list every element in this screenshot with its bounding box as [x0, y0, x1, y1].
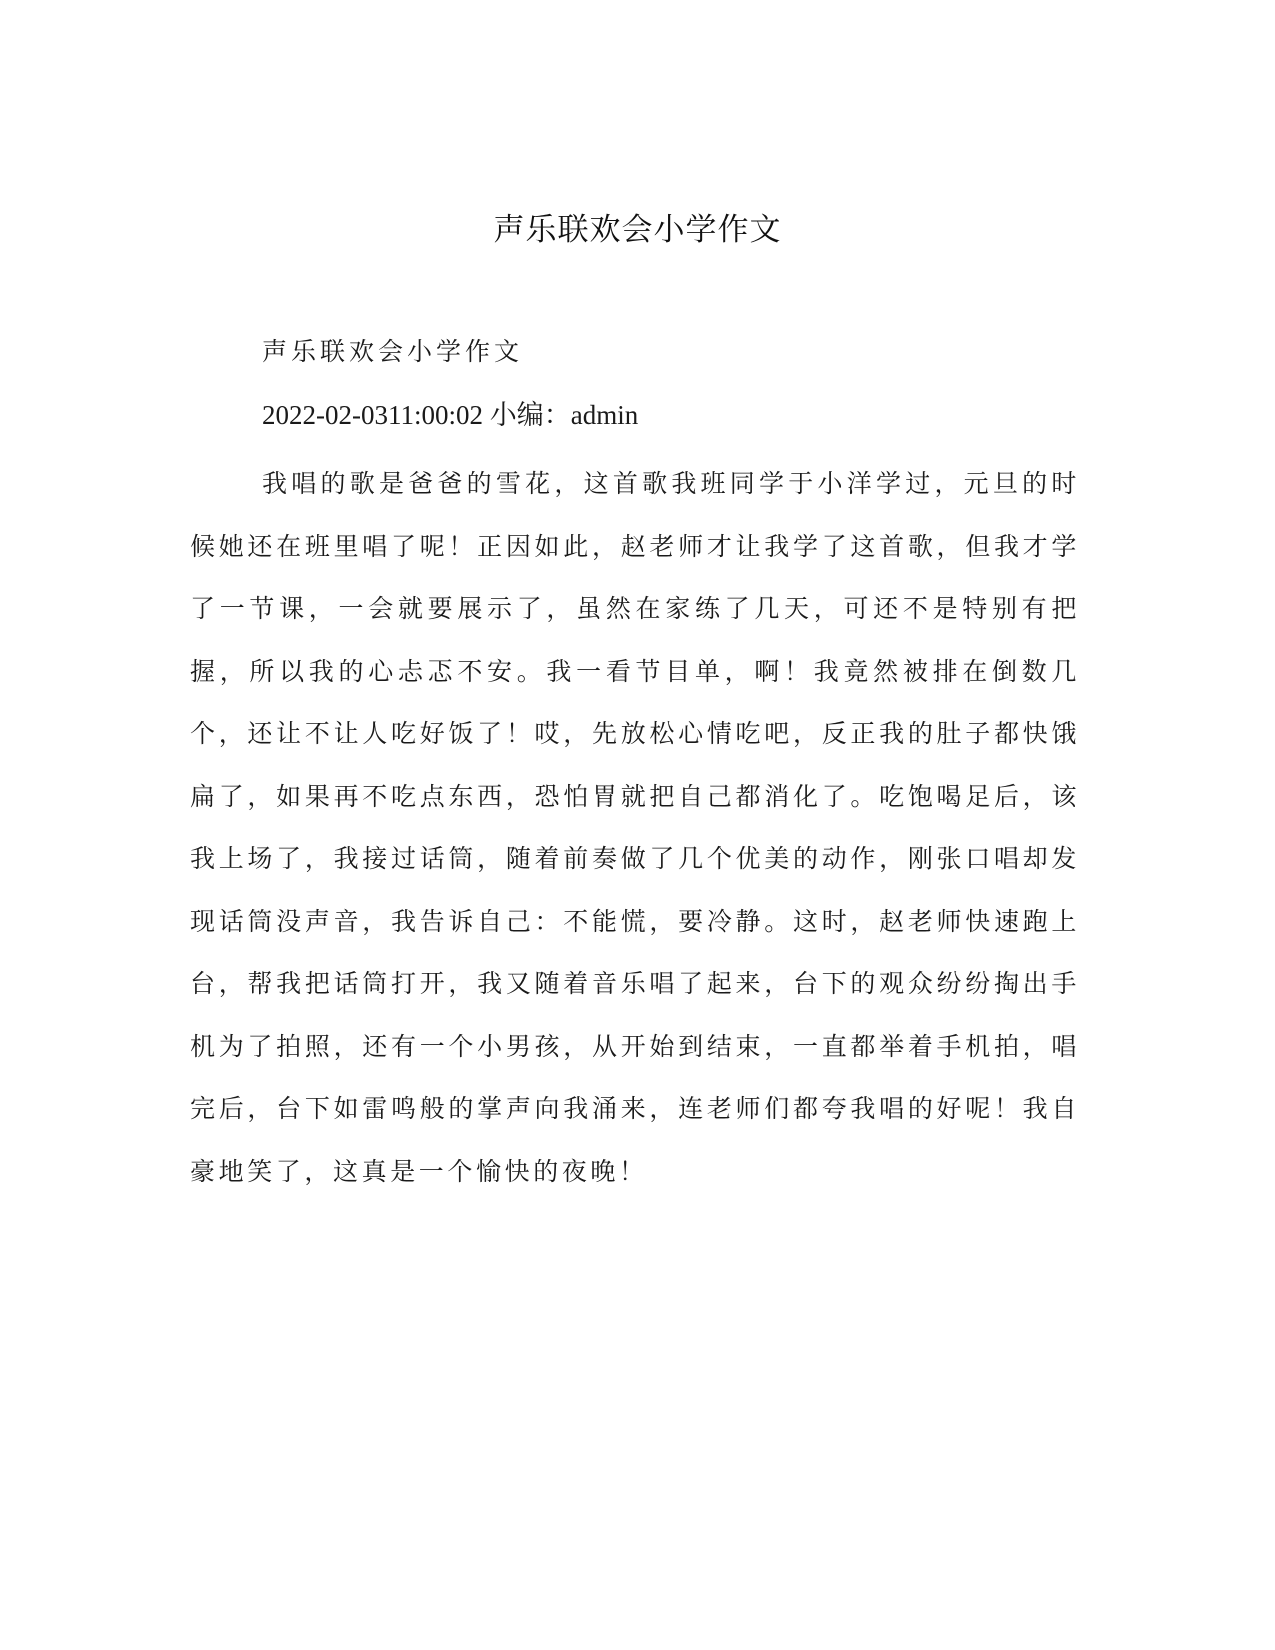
document-title: 声乐联欢会小学作文 [493, 212, 782, 248]
document-body-paragraph: 我唱的歌是爸爸的雪花，这首歌我班同学于小洋学过，元旦的时候她还在班里唱了呢！正因如此，赵老师才让我学了这首歌，但我才学了一节课，一会就要展示了，虽然在家练了几天，可还不是特别有把握，所以我的心忐忑不安。我一看节目单，啊！我竟然被排在倒数几个，还让不让人吃好饭了！哎，先放松心情吃吧，反正我的肚子都快饿扁了，如果再不吃点东西，恐怕胃就把自己都消化了。吃饱喝足后，该我上场了，我接过话筒，随着前奏做了几个优美的动作，刚张口唱却发现话筒没声音，我告诉自己：不能慌，要冷静。这时，赵老师快速跑上台，帮我把话筒打开，我又随着音乐唱了起来，台下的观众纷纷掏出手机为了拍照，还有一个小男孩，从开始到结束，一直都举着手机拍，唱完后，台下如雷鸣般的掌声向我涌来，连老师们都夸我唱的好呢！我自豪地笑了，这真是一个愉快的夜晚！ [190, 469, 1080, 1186]
document-subtitle: 声乐联欢会小学作文 [262, 337, 524, 366]
document-dateline: 2022-02-0311:00:02 小编：admin [262, 400, 639, 430]
